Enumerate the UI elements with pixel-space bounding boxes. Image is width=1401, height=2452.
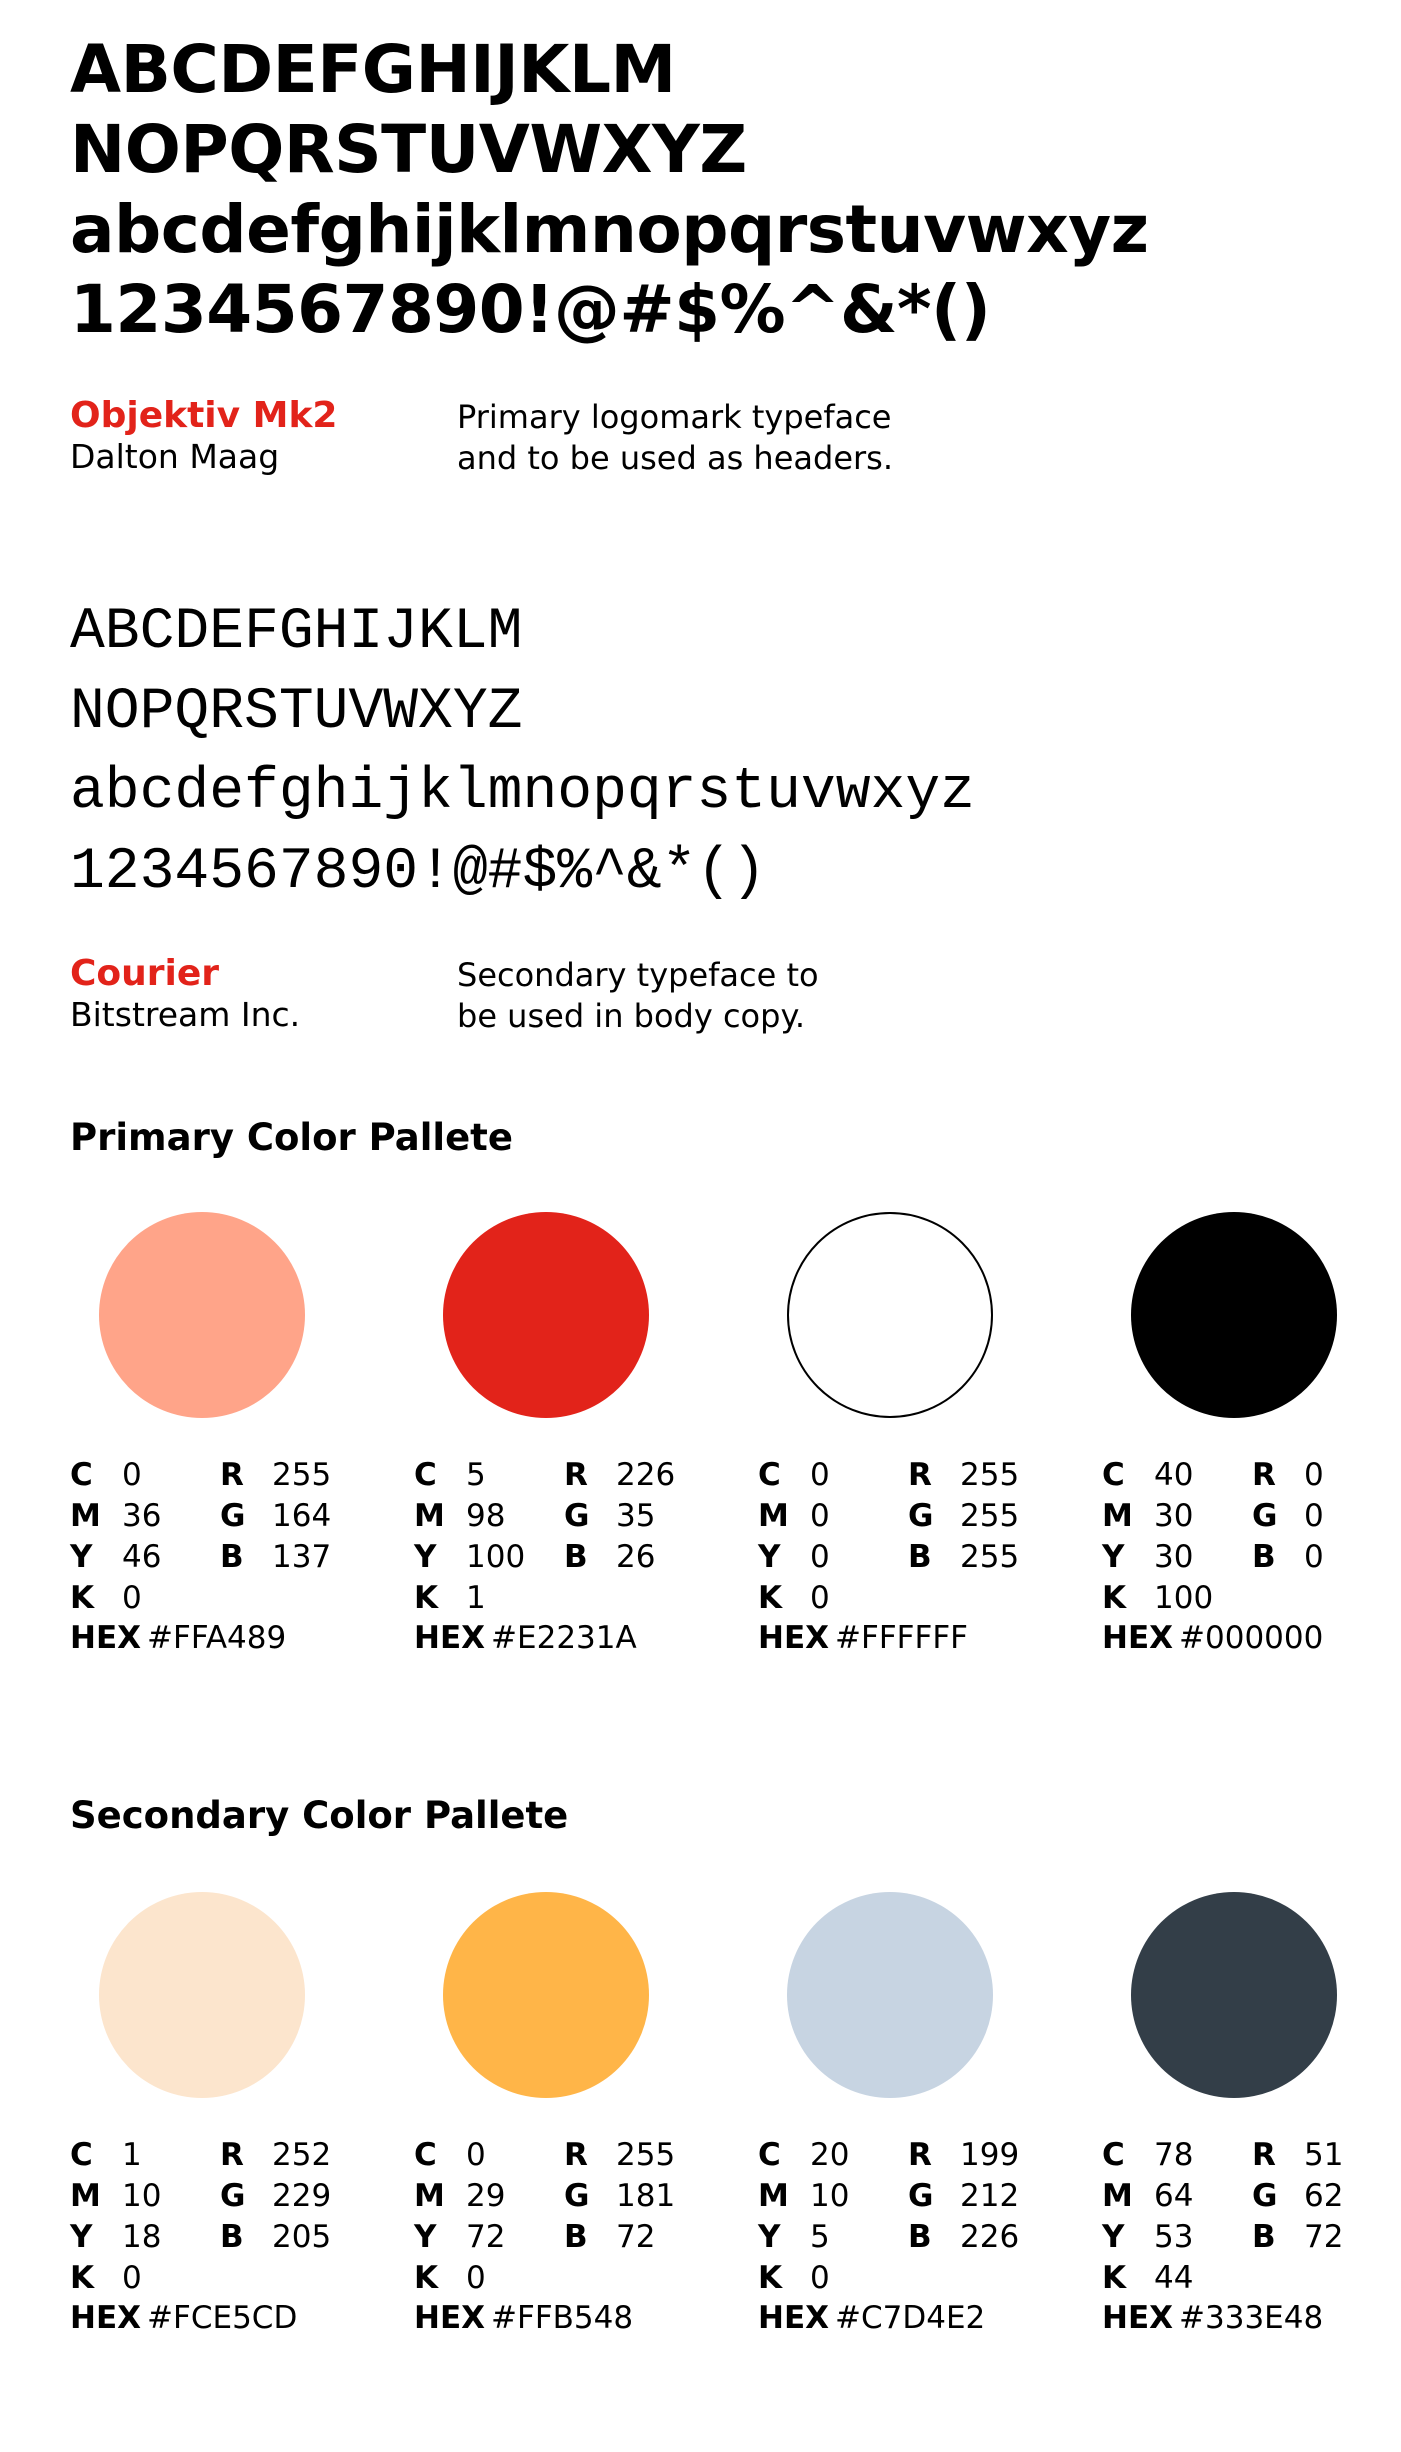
channel-value: 78: [1154, 2137, 1194, 2173]
channel-label: B: [564, 2219, 588, 2255]
channel-label: G: [220, 2178, 246, 2214]
color-value-row: [1252, 1496, 1324, 1537]
color-swatch: [758, 1892, 1118, 2452]
rgb-values: [220, 2135, 331, 2258]
color-value-row: [414, 2176, 505, 2217]
color-value-row: [70, 1496, 161, 1537]
channel-label: K: [758, 2260, 783, 2296]
color-value-row: [220, 1455, 331, 1496]
primary-typeface-specimen: [70, 30, 1149, 350]
channel-value: 72: [1304, 2219, 1344, 2255]
color-value-row: [1252, 2135, 1343, 2176]
channel-label: M: [414, 1498, 445, 1534]
channel-value: 40: [1154, 1457, 1194, 1493]
color-value-row: [1102, 1496, 1213, 1537]
channel-label: B: [908, 2219, 932, 2255]
color-value-row: [220, 2135, 331, 2176]
color-value-row: [564, 1537, 675, 1578]
rgb-values: [1252, 1455, 1324, 1578]
channel-label: B: [1252, 2219, 1276, 2255]
color-value-row: [414, 1496, 525, 1537]
channel-value: 100: [466, 1539, 526, 1575]
secondary-typeface-specimen: [70, 593, 975, 913]
hex-label: HEX: [758, 1620, 830, 1656]
color-value-row: [414, 1578, 525, 1619]
color-circle: [99, 1212, 305, 1418]
channel-label: B: [564, 1539, 588, 1575]
color-circle: [99, 1892, 305, 2098]
channel-value: 5: [810, 2219, 830, 2255]
channel-label: K: [414, 1580, 439, 1616]
typeface-name: Courier: [70, 953, 220, 994]
hex-value: [70, 1618, 286, 1658]
hex-code: #FCE5CD: [147, 2300, 298, 2336]
color-value-row: [414, 1455, 525, 1496]
color-value-row: [564, 2217, 675, 2258]
channel-value: 137: [272, 1539, 332, 1575]
color-value-row: [1252, 2176, 1343, 2217]
hex-label: HEX: [414, 1620, 486, 1656]
channel-label: C: [758, 2137, 781, 2173]
channel-label: R: [1252, 1457, 1276, 1493]
channel-label: M: [70, 2178, 101, 2214]
cmyk-values: [414, 1455, 525, 1619]
hex-label: HEX: [414, 2300, 486, 2336]
color-swatch: [414, 1892, 774, 2452]
channel-label: Y: [70, 1539, 93, 1575]
channel-label: R: [1252, 2137, 1276, 2173]
color-swatch: [758, 1212, 1118, 1772]
color-value-row: [758, 1578, 830, 1619]
channel-label: Y: [70, 2219, 93, 2255]
channel-value: 36: [122, 1498, 162, 1534]
color-swatch: [70, 1212, 430, 1772]
channel-value: 226: [960, 2219, 1020, 2255]
channel-label: M: [1102, 1498, 1133, 1534]
color-swatch: [1102, 1212, 1401, 1772]
cmyk-values: [1102, 2135, 1193, 2299]
channel-label: K: [1102, 2260, 1127, 2296]
cmyk-values: [70, 1455, 161, 1619]
color-value-row: [1102, 2135, 1193, 2176]
channel-label: R: [220, 1457, 244, 1493]
channel-label: K: [1102, 1580, 1127, 1616]
channel-value: 229: [272, 2178, 332, 2214]
channel-label: B: [908, 1539, 932, 1575]
color-value-row: [1102, 2217, 1193, 2258]
channel-label: C: [70, 2137, 93, 2173]
channel-label: M: [1102, 2178, 1133, 2214]
color-value-row: [1102, 1537, 1213, 1578]
color-value-row: [220, 2176, 331, 2217]
color-value-row: [414, 2258, 505, 2299]
specimen-uppercase-a-m: ABCDEFGHIJKLM: [70, 600, 523, 665]
channel-value: 226: [616, 1457, 676, 1493]
color-value-row: [908, 1455, 1019, 1496]
specimen-lowercase: abcdefghijklmnopqrstuvwxyz: [70, 760, 975, 825]
color-value-row: [908, 2176, 1019, 2217]
color-value-row: [758, 1537, 830, 1578]
color-value-row: [1252, 1537, 1324, 1578]
channel-label: B: [220, 1539, 244, 1575]
color-swatch: [70, 1892, 430, 2452]
cmyk-values: [70, 2135, 161, 2299]
color-value-row: [1102, 2258, 1193, 2299]
specimen-uppercase-n-z: NOPQRSTUVWXYZ: [70, 111, 747, 188]
channel-value: 252: [272, 2137, 332, 2173]
channel-value: 72: [616, 2219, 656, 2255]
color-value-row: [414, 2217, 505, 2258]
channel-label: M: [414, 2178, 445, 2214]
channel-value: 255: [960, 1457, 1020, 1493]
channel-value: 0: [122, 1457, 142, 1493]
cmyk-values: [414, 2135, 505, 2299]
channel-label: G: [564, 2178, 590, 2214]
description-line: Secondary typeface to: [457, 956, 819, 994]
color-circle: [787, 1212, 993, 1418]
channel-value: 255: [960, 1498, 1020, 1534]
hex-code: #FFB548: [491, 2300, 634, 2336]
color-circle: [443, 1212, 649, 1418]
channel-label: B: [1252, 1539, 1276, 1575]
channel-value: 35: [616, 1498, 656, 1534]
channel-value: 0: [1304, 1498, 1324, 1534]
channel-value: 212: [960, 2178, 1020, 2214]
color-value-row: [70, 1537, 161, 1578]
color-value-row: [220, 2217, 331, 2258]
hex-label: HEX: [70, 2300, 142, 2336]
channel-label: C: [414, 1457, 437, 1493]
hex-code: #C7D4E2: [835, 2300, 986, 2336]
color-value-row: [70, 2258, 161, 2299]
channel-value: 10: [122, 2178, 162, 2214]
channel-value: 0: [810, 1457, 830, 1493]
channel-value: 199: [960, 2137, 1020, 2173]
hex-value: [1102, 1618, 1323, 1658]
channel-value: 98: [466, 1498, 506, 1534]
color-value-row: [70, 2217, 161, 2258]
hex-value: [414, 1618, 637, 1658]
typeface-name: Objektiv Mk2: [70, 395, 338, 436]
color-value-row: [758, 2258, 849, 2299]
channel-label: M: [758, 1498, 789, 1534]
color-circle: [1131, 1892, 1337, 2098]
hex-label: HEX: [1102, 1620, 1174, 1656]
color-value-row: [758, 1455, 830, 1496]
rgb-values: [220, 1455, 331, 1578]
channel-value: 164: [272, 1498, 332, 1534]
color-value-row: [414, 2135, 505, 2176]
color-value-row: [70, 2176, 161, 2217]
channel-label: M: [70, 1498, 101, 1534]
cmyk-values: [1102, 1455, 1213, 1619]
rgb-values: [908, 1455, 1019, 1578]
channel-value: 0: [810, 1539, 830, 1575]
color-value-row: [70, 2135, 161, 2176]
typeface-foundry: Bitstream Inc.: [70, 995, 301, 1034]
channel-label: C: [70, 1457, 93, 1493]
color-value-row: [70, 1455, 161, 1496]
channel-value: 0: [1304, 1457, 1324, 1493]
color-value-row: [908, 1496, 1019, 1537]
secondary-palette-title: Secondary Color Pallete: [70, 1794, 569, 1837]
description-line: and to be used as headers.: [457, 439, 893, 477]
channel-value: 0: [810, 1580, 830, 1616]
hex-value: [758, 2298, 985, 2338]
channel-value: 181: [616, 2178, 676, 2214]
channel-value: 1: [122, 2137, 142, 2173]
channel-value: 44: [1154, 2260, 1194, 2296]
channel-value: 255: [272, 1457, 332, 1493]
channel-label: Y: [758, 2219, 781, 2255]
color-value-row: [414, 1537, 525, 1578]
channel-label: B: [220, 2219, 244, 2255]
typeface-foundry: Dalton Maag: [70, 437, 280, 476]
channel-value: 255: [960, 1539, 1020, 1575]
color-swatch: [1102, 1892, 1401, 2452]
color-value-row: [1102, 2176, 1193, 2217]
specimen-uppercase-a-m: ABCDEFGHIJKLM: [70, 31, 676, 108]
color-swatch: [414, 1212, 774, 1772]
channel-value: 72: [466, 2219, 506, 2255]
channel-value: 0: [122, 2260, 142, 2296]
color-value-row: [220, 1496, 331, 1537]
channel-label: G: [564, 1498, 590, 1534]
typeface-description: [457, 955, 819, 1037]
channel-value: 10: [810, 2178, 850, 2214]
channel-value: 1: [466, 1580, 486, 1616]
channel-value: 46: [122, 1539, 162, 1575]
channel-label: G: [1252, 2178, 1278, 2214]
rgb-values: [908, 2135, 1019, 2258]
hex-label: HEX: [758, 2300, 830, 2336]
channel-value: 205: [272, 2219, 332, 2255]
color-value-row: [1252, 2217, 1343, 2258]
channel-value: 0: [1304, 1539, 1324, 1575]
channel-label: Y: [1102, 2219, 1125, 2255]
channel-value: 30: [1154, 1498, 1194, 1534]
hex-value: [70, 2298, 297, 2338]
hex-code: #333E48: [1179, 2300, 1324, 2336]
channel-label: K: [758, 1580, 783, 1616]
channel-label: G: [908, 1498, 934, 1534]
channel-value: 64: [1154, 2178, 1194, 2214]
typeface-description: [457, 397, 893, 479]
channel-value: 26: [616, 1539, 656, 1575]
channel-label: C: [414, 2137, 437, 2173]
rgb-values: [1252, 2135, 1343, 2258]
channel-label: G: [1252, 1498, 1278, 1534]
channel-label: Y: [414, 1539, 437, 1575]
color-value-row: [758, 2217, 849, 2258]
specimen-lowercase: abcdefghijklmnopqrstuvwxyz: [70, 191, 1149, 268]
channel-value: 29: [466, 2178, 506, 2214]
channel-value: 0: [122, 1580, 142, 1616]
specimen-numerals-symbols: 1234567890!@#$%^&*(): [70, 840, 767, 905]
channel-label: K: [70, 2260, 95, 2296]
hex-code: #000000: [1179, 1620, 1324, 1656]
color-circle: [1131, 1212, 1337, 1418]
channel-label: R: [908, 2137, 932, 2173]
channel-label: Y: [1102, 1539, 1125, 1575]
color-value-row: [220, 1537, 331, 1578]
channel-value: 100: [1154, 1580, 1214, 1616]
cmyk-values: [758, 2135, 849, 2299]
color-value-row: [758, 2176, 849, 2217]
description-line: Primary logomark typeface: [457, 398, 892, 436]
rgb-values: [564, 2135, 675, 2258]
description-line: be used in body copy.: [457, 997, 805, 1035]
hex-value: [414, 2298, 633, 2338]
channel-label: G: [220, 1498, 246, 1534]
channel-value: 18: [122, 2219, 162, 2255]
channel-value: 0: [810, 1498, 830, 1534]
channel-value: 30: [1154, 1539, 1194, 1575]
color-value-row: [564, 2176, 675, 2217]
channel-label: R: [908, 1457, 932, 1493]
color-value-row: [908, 2135, 1019, 2176]
channel-value: 53: [1154, 2219, 1194, 2255]
color-circle: [787, 1892, 993, 2098]
channel-value: 0: [466, 2137, 486, 2173]
channel-label: R: [220, 2137, 244, 2173]
hex-label: HEX: [70, 1620, 142, 1656]
hex-code: #FFFFFF: [835, 1620, 968, 1656]
cmyk-values: [758, 1455, 830, 1619]
channel-value: 5: [466, 1457, 486, 1493]
channel-label: R: [564, 2137, 588, 2173]
channel-value: 255: [616, 2137, 676, 2173]
channel-label: Y: [414, 2219, 437, 2255]
channel-label: R: [564, 1457, 588, 1493]
channel-label: C: [1102, 2137, 1125, 2173]
channel-label: K: [414, 2260, 439, 2296]
hex-label: HEX: [1102, 2300, 1174, 2336]
color-value-row: [70, 1578, 161, 1619]
channel-value: 0: [810, 2260, 830, 2296]
color-value-row: [908, 1537, 1019, 1578]
color-value-row: [1102, 1578, 1213, 1619]
channel-value: 62: [1304, 2178, 1344, 2214]
channel-value: 20: [810, 2137, 850, 2173]
hex-code: #E2231A: [491, 1620, 637, 1656]
color-value-row: [758, 1496, 830, 1537]
channel-label: C: [1102, 1457, 1125, 1493]
rgb-values: [564, 1455, 675, 1578]
color-value-row: [564, 1455, 675, 1496]
channel-label: Y: [758, 1539, 781, 1575]
specimen-numerals-symbols: 1234567890!@#$%^&*(): [70, 271, 991, 348]
channel-label: K: [70, 1580, 95, 1616]
color-value-row: [1102, 1455, 1213, 1496]
channel-value: 0: [466, 2260, 486, 2296]
hex-code: #FFA489: [147, 1620, 287, 1656]
hex-value: [1102, 2298, 1323, 2338]
color-value-row: [564, 1496, 675, 1537]
channel-value: 51: [1304, 2137, 1344, 2173]
color-value-row: [564, 2135, 675, 2176]
hex-value: [758, 1618, 968, 1658]
channel-label: M: [758, 2178, 789, 2214]
channel-label: G: [908, 2178, 934, 2214]
color-value-row: [758, 2135, 849, 2176]
primary-palette-title: Primary Color Pallete: [70, 1116, 513, 1159]
channel-label: C: [758, 1457, 781, 1493]
color-value-row: [908, 2217, 1019, 2258]
color-value-row: [1252, 1455, 1324, 1496]
specimen-uppercase-n-z: NOPQRSTUVWXYZ: [70, 680, 523, 745]
color-circle: [443, 1892, 649, 2098]
